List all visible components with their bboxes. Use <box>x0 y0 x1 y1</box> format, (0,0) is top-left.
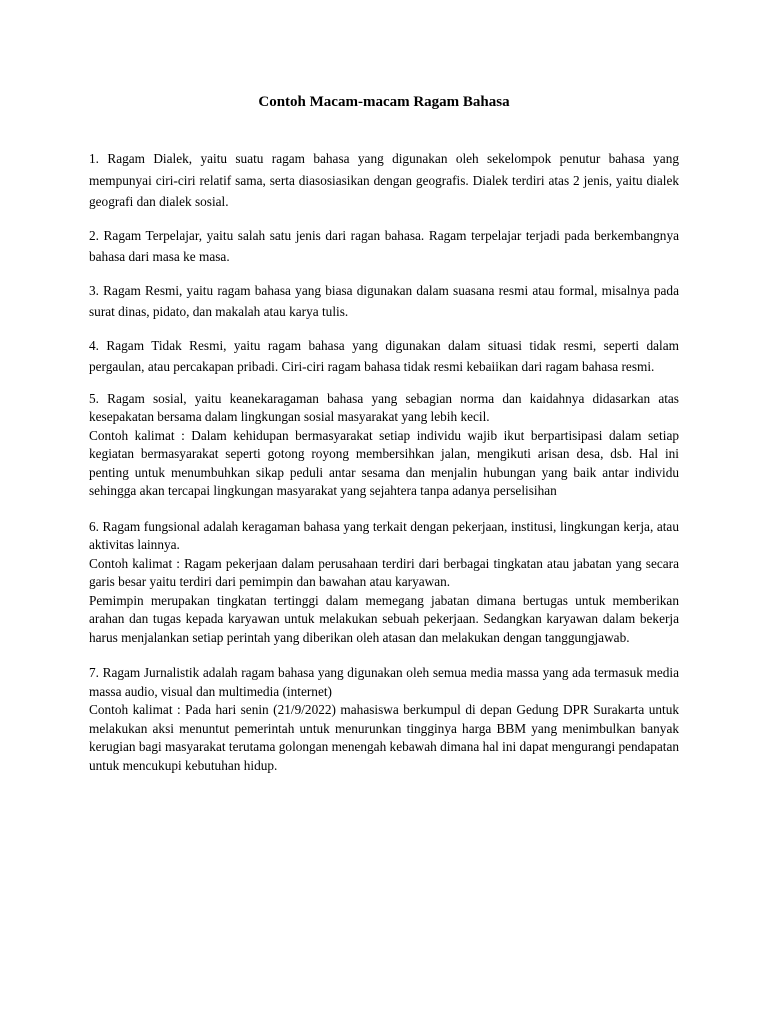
document-body <box>89 148 679 775</box>
section-ragam-terpelajar <box>89 225 679 268</box>
document-title: Contoh Macam-macam Ragam Bahasa <box>258 94 510 110</box>
paragraph: 3. Ragam Resmi, yaitu ragam bahasa yang biasa digunakan dalam suasana resmi atau formal, misalnya pada surat dinas, pidato, dan makalah atau karya tulis. <box>89 282 679 319</box>
section-ragam-dialek <box>89 148 679 213</box>
section-ragam-jurnalistik <box>89 664 679 775</box>
example-paragraph: Contoh kalimat : Ragam pekerjaan dalam perusahaan terdiri dari berbagai tingkatan atau jabatan yang secara garis besar yaitu terdiri dari pemimpin dan bawahan atau karyawan. <box>89 555 679 589</box>
paragraph: 7. Ragam Jurnalistik adalah ragam bahasa yang digunakan oleh semua media massa yang ada termasuk media massa audio, visual dan multimedia (internet) <box>89 665 679 699</box>
section-ragam-resmi <box>89 280 679 323</box>
example-paragraph: Contoh kalimat : Dalam kehidupan bermasyarakat setiap individu wajib ikut berpartisipasi dalam setiap kegiatan bermasyarakat seperti gotong royong membersihkan jalan, mengikuti arisan desa, dsb. Hal ini penting untuk menumbuhkan sikap peduli antar sesama dan menjalin hubungan yang baik antar individu sehingga akan tercapai lingkungan masyarakat yang sejahtera tanpa adanya perselisihan <box>89 427 679 498</box>
paragraph: Pemimpin merupakan tingkatan tertinggi dalam memegang jabatan dimana bertugas untuk memberikan arahan dan tugas kepada karyawan untuk melakukan sebuah pekerjaan. Sedangkan karyawan dalam bekerja harus menjalankan setiap perintah yang diberikan oleh atasan dan melakukan dengan tanggungjawab. <box>89 592 679 645</box>
paragraph: 5. Ragam sosial, yaitu keanekaragaman bahasa yang sebagian norma dan kaidahnya didasarkan atas kesepakatan bersama dalam lingkungan sosial masyarakat yang lebih kecil. <box>89 390 679 424</box>
section-ragam-tidak-resmi <box>89 335 679 378</box>
paragraph: 2. Ragam Terpelajar, yaitu salah satu jenis dari ragan bahasa. Ragam terpelajar terjadi pada berkembangnya bahasa dari masa ke masa. <box>89 227 679 264</box>
section-ragam-sosial <box>89 390 679 501</box>
example-paragraph: Contoh kalimat : Pada hari senin (21/9/2022) mahasiswa berkumpul di depan Gedung DPR Surakarta untuk melakukan aksi menuntut pemerintah untuk menurunkan tingginya harga BBM yang menimbulkan banyak kerugian bagi masyarakat terutama golongan menengah kebawah dimana hal ini dapat mengurangi pendapatan untuk mencukupi kebutuhan hidup. <box>89 702 680 773</box>
paragraph: 6. Ragam fungsional adalah keragaman bahasa yang terkait dengan pekerjaan, institusi, lingkungan kerja, atau aktivitas lainnya. <box>89 518 679 552</box>
paragraph: 4. Ragam Tidak Resmi, yaitu ragam bahasa yang digunakan dalam situasi tidak resmi, seperti dalam pergaulan, atau percakapan pribadi. Ciri-ciri ragam bahasa tidak resmi kebaiikan dari ragam bahasa resmi. <box>89 337 679 374</box>
paragraph: 1. Ragam Dialek, yaitu suatu ragam bahasa yang digunakan oleh sekelompok penutur bahasa yang mempunyai ciri-ciri relatif sama, serta diasosiasikan dengan geografis. Dialek terdiri atas 2 jenis, yaitu dialek geografi dan dialek sosial. <box>89 151 679 209</box>
section-ragam-fungsional <box>89 518 679 648</box>
